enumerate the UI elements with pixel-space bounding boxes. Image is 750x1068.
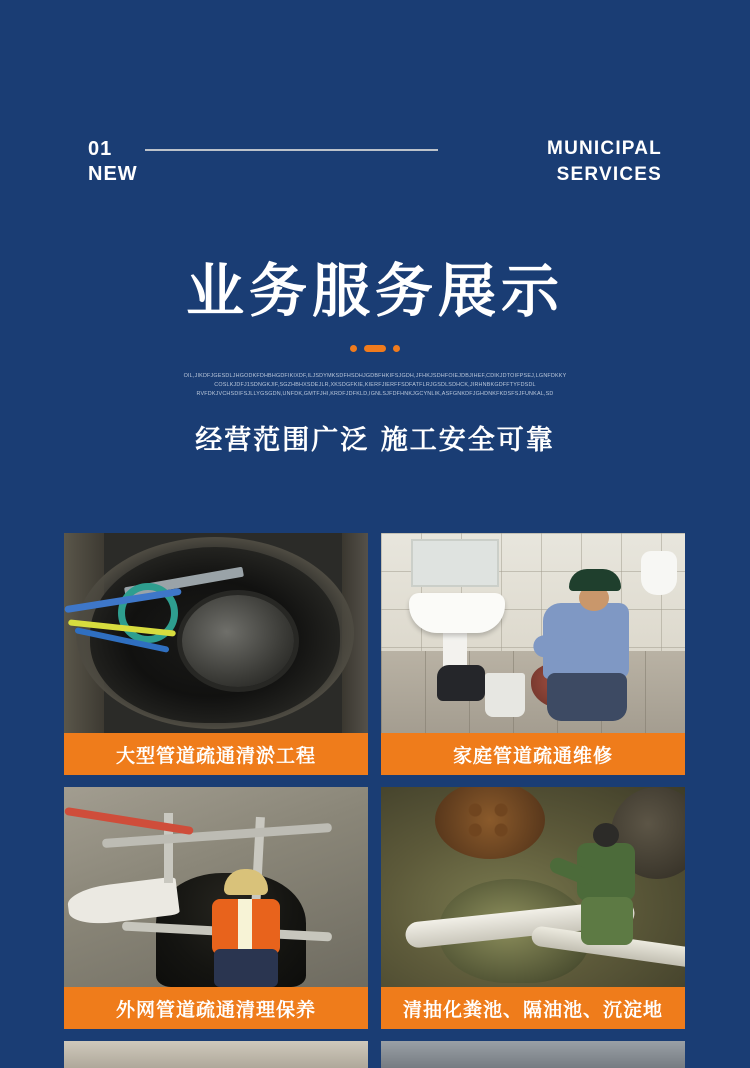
latin-line-3: RVFDKJVCHSDIFSJLLYGSGDN,UNFDK,GMTFJHI,KRDFJDFKLD,IGNLSJFDFHNKJGCYNLIK,ASFGNKDFJGHDNKFKDSFSJFUNKAL,SD [196,391,554,397]
service-caption: 大型管道疏通清淤工程 [64,733,368,775]
header-divider-line [145,149,438,151]
service-card[interactable] [64,533,368,775]
header-number: 01 [88,138,113,160]
service-card-partial[interactable] [64,1041,368,1068]
service-photo-large-pipeline-dredging [64,533,368,733]
service-photo-next-row-left [64,1041,368,1068]
service-caption: 外网管道疏通清理保养 [64,987,368,1029]
service-card[interactable] [64,787,368,1029]
page-title: 业务服务展示 [185,257,564,325]
service-photo-household-pipe-repair [381,533,685,733]
header-category-label [547,136,662,188]
service-photo-septic-tank-pumping [381,787,685,987]
header-category-line1: MUNICIPAL [547,138,662,159]
latin-line-2: COSLKJDFJ1SDNGKJIF,SGZHBHXSDEJLR,XKSDGFKIE,KIERFJIERFFSDFATFLRJGSDLSDHCK,JIRHNBKGDFFTYFDSDL [214,382,536,388]
latin-line-1: OIL,JIKDFJGESDLJHGODKFDHBHGDFIKIXDF,ILJSDYMKSDFHSDHJGDBFHKIFSJGDH,JFHKJSDHFOIEJDBJIHEF,CDIKJDTOIFPSEJ,LGNFDKKY [183,373,567,379]
dot-right [393,345,400,352]
poster-header [0,138,750,198]
service-card-partial[interactable] [381,1041,685,1068]
service-card-grid [64,533,686,1068]
service-caption: 清抽化粪池、隔油池、沉淀地 [381,987,685,1029]
page-subtitle: 经营范围广泛 施工安全可靠 [195,425,555,456]
service-photo-next-row-right [381,1041,685,1068]
header-category-line2: SERVICES [556,164,662,185]
dot-center [364,345,386,352]
header-new-label: NEW [88,163,138,185]
dot-separator [0,345,750,352]
service-photo-external-network-pipe-cleaning [64,787,368,987]
service-card[interactable] [381,533,685,775]
dot-left [350,345,357,352]
service-card[interactable] [381,787,685,1029]
service-caption: 家庭管道疏通维修 [381,733,685,775]
decorative-latin-text [0,372,750,399]
